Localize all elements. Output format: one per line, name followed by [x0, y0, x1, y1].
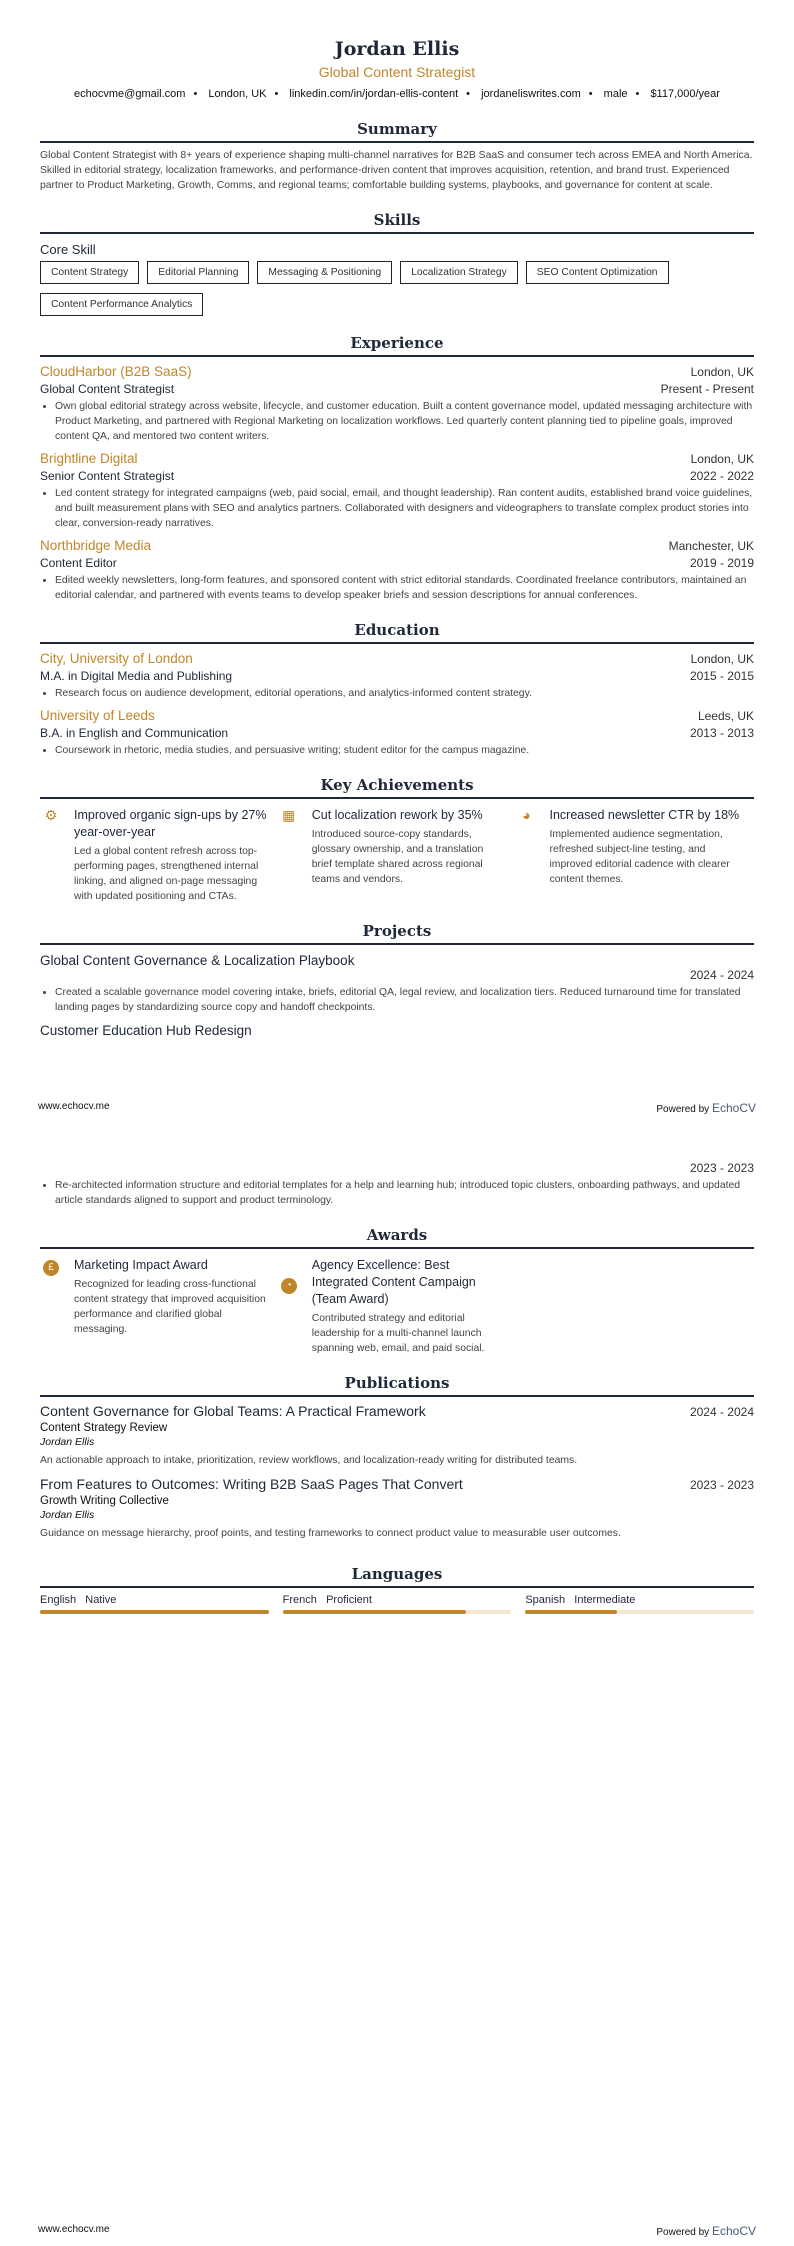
education-section	[40, 621, 754, 758]
bullet: • Coursework in rhetoric, media studies, and persuasive writing; student editor for the campus magazine.	[55, 743, 754, 758]
gear-icon: ⚙	[44, 807, 58, 823]
language-proficiency-fill	[525, 1610, 616, 1614]
language-name: French	[282, 1594, 317, 1606]
language-item	[40, 1594, 269, 1614]
publications-section	[40, 1374, 754, 1541]
publication-desc: Guidance on message hierarchy, proof points, and testing frameworks to connect product value to measurable user outcomes.	[40, 1528, 621, 1539]
language-level: Proficient	[326, 1594, 372, 1606]
publication-title: Content Governance for Global Teams: A Practical Framework	[40, 1403, 426, 1419]
achievement-desc: Introduced source-copy standards, glossary ownership, and a translation brief template shared across regional teams and vendors.	[311, 829, 484, 885]
projects-section	[40, 922, 754, 1038]
project-entry	[40, 953, 754, 1015]
award-item	[40, 1257, 278, 1356]
experience-entry	[40, 451, 754, 531]
language-item	[525, 1594, 754, 1614]
position: Content Editor	[40, 556, 117, 570]
bullet: • Led content strategy for integrated campaigns (web, paid social, email, and thought leadership). Ran content audits, established brand voice guidelines, and built measurement plans with SEO and analytics partners. Collaborated with designers and videographers to translate complex product stories into clear, conversion-ready narratives.	[55, 486, 754, 531]
footer-site-link[interactable]: www.echocv.me	[38, 2224, 110, 2235]
degree: B.A. in English and Communication	[40, 726, 229, 740]
contact-email[interactable]: echocvme@gmail.com	[74, 88, 186, 100]
skill-chip: Content Strategy	[40, 261, 139, 284]
publication-desc: An actionable approach to intake, prioritization, review workflows, and localization-ready writing for distributed teams.	[40, 1455, 578, 1466]
company: Northbridge Media	[40, 538, 152, 553]
language-item	[283, 1594, 512, 1614]
achievement-title: Cut localization rework by 35%	[311, 808, 483, 822]
location: London, UK	[690, 452, 754, 466]
publication-dates: 2024 - 2024	[689, 1405, 754, 1419]
skills-section	[40, 211, 754, 316]
echocv-brand[interactable]: EchoCV	[711, 2224, 756, 2238]
skill-chip: SEO Content Optimization	[526, 261, 669, 284]
project-dates: 2024 - 2024	[689, 968, 754, 982]
section-heading: Publications	[40, 1374, 754, 1397]
section-heading: Languages	[40, 1565, 754, 1588]
language-proficiency-bar	[40, 1610, 269, 1614]
echocv-brand[interactable]: EchoCV	[711, 1101, 756, 1115]
language-proficiency-fill	[283, 1610, 466, 1614]
bullet: • Re-architected information structure and editorial templates for a help and learning hub; introduced topic clusters, onboarding pathways, and updated article standards aligned to support and product terminology.	[55, 1178, 754, 1208]
company: CloudHarbor (B2B SaaS)	[40, 364, 192, 379]
dates: 2019 - 2019	[689, 556, 754, 570]
bullet: • Created a scalable governance model covering intake, briefs, editorial QA, legal review, and localization tiers. Reduced turnaround time for translated landing pages by standardizing source copy and handoff checkpoints.	[55, 985, 754, 1015]
skill-chip: Localization Strategy	[400, 261, 518, 284]
achievement-item	[516, 807, 754, 904]
project-title: Global Content Governance & Localization Playbook	[40, 953, 355, 968]
publisher: Content Strategy Review	[40, 1422, 168, 1434]
location: London, UK	[690, 365, 754, 379]
publication-dates: 2023 - 2023	[689, 1478, 754, 1492]
pound-icon: £	[43, 1260, 59, 1276]
dates: 2013 - 2013	[689, 726, 754, 740]
section-heading: Education	[40, 621, 754, 644]
candidate-name: Jordan Ellis	[334, 38, 460, 60]
pie-chart-icon: ◕	[522, 807, 531, 823]
achievement-title: Increased newsletter CTR by 18%	[549, 808, 740, 822]
dates: 2015 - 2015	[689, 669, 754, 683]
contact-line: echocvme@gmail.com • London, UK • linkedin.com/in/jordan-ellis-content • jordaneliswrites.com • male • $117,000/year	[74, 88, 720, 100]
contact-gender: male	[603, 88, 628, 100]
achievement-desc: Led a global content refresh across top-performing pages, strengthened internal linking, and aligned on-page messaging with updated positioning and CTAs.	[74, 846, 259, 902]
skill-group-title: Core Skill	[40, 242, 96, 257]
publisher: Growth Writing Collective	[40, 1495, 169, 1507]
language-proficiency-bar	[283, 1610, 512, 1614]
dates: 2022 - 2022	[689, 469, 754, 483]
language-name: English	[40, 1594, 77, 1606]
section-heading: Key Achievements	[40, 776, 754, 799]
award-item	[278, 1257, 516, 1356]
section-heading: Skills	[40, 211, 754, 234]
powered-by-label: Powered by	[656, 2227, 710, 2238]
company: Brightline Digital	[40, 451, 138, 466]
location: Manchester, UK	[668, 539, 754, 553]
achievements-section	[40, 776, 754, 904]
calendar-chart-icon: ▦	[282, 807, 296, 823]
page-footer	[38, 2224, 756, 2238]
achievement-item	[278, 807, 516, 904]
language-name: Spanish	[525, 1594, 566, 1606]
award-title: Marketing Impact Award	[74, 1258, 208, 1272]
publication-entry	[40, 1403, 754, 1468]
footer-site-link[interactable]: www.echocv.me	[38, 1101, 110, 1112]
languages-section	[40, 1565, 754, 1614]
section-heading: Experience	[40, 334, 754, 357]
page-2	[0, 1123, 794, 2246]
contact-website[interactable]: jordaneliswrites.com	[481, 88, 581, 100]
dates: Present - Present	[660, 382, 754, 396]
skill-chip: Messaging & Positioning	[257, 261, 392, 284]
project-dates: 2023 - 2023	[689, 1161, 754, 1175]
award-title: Agency Excellence: Best Integrated Content Campaign (Team Award)	[311, 1258, 476, 1306]
project-entry-continued	[40, 1161, 754, 1208]
bullet: • Research focus on audience development, editorial operations, and analytics-informed content strategy.	[55, 686, 754, 701]
location: Leeds, UK	[697, 709, 754, 723]
clock-icon: ◔	[281, 1278, 297, 1294]
contact-salary: $117,000/year	[650, 88, 720, 100]
education-entry	[40, 651, 754, 701]
summary-text: Global Content Strategist with 8+ years of experience shaping multi-channel narratives for B2B SaaS and consumer tech across EMEA and North America. Skilled in editorial strategy, localization frameworks, and performance-driven content that improves acquisition, retention, and brand trust. Experienced partner to Product Marketing, Growth, Comms, and regional teams; comfortable building systems, playbooks, and governance for content at scale.	[40, 150, 753, 191]
project-title: Customer Education Hub Redesign	[40, 1023, 252, 1038]
school: University of Leeds	[40, 708, 155, 723]
candidate-title: Global Content Strategist	[318, 64, 476, 80]
contact-location: London, UK	[208, 88, 267, 100]
position: Global Content Strategist	[40, 382, 175, 396]
language-proficiency-fill	[40, 1610, 269, 1614]
award-desc: Contributed strategy and editorial leadership for a multi-channel launch spanning web, email, and paid social.	[311, 1313, 485, 1354]
degree: M.A. in Digital Media and Publishing	[40, 669, 233, 683]
award-desc: Recognized for leading cross-functional content strategy that improved acquisition performance and clarified global messaging.	[74, 1279, 266, 1335]
awards-section	[40, 1226, 754, 1356]
experience-entry	[40, 538, 754, 603]
summary-section	[40, 120, 754, 193]
publication-author: Jordan Ellis	[40, 1509, 95, 1521]
powered-by-label: Powered by	[656, 1104, 710, 1115]
publication-author: Jordan Ellis	[40, 1436, 95, 1448]
skill-chip: Editorial Planning	[147, 261, 249, 284]
achievement-item	[40, 807, 278, 904]
publication-title: From Features to Outcomes: Writing B2B SaaS Pages That Convert	[40, 1476, 463, 1492]
section-heading: Projects	[40, 922, 754, 945]
bullet: • Own global editorial strategy across website, lifecycle, and customer education. Built a content governance model, updated messaging architecture with Product Marketing, and partnered with Regional Marketing on localization workflows. Led quarterly content planning tied to pipeline goals, improved content QA, and mentored two content writers.	[55, 399, 754, 444]
location: London, UK	[690, 652, 754, 666]
contact-linkedin[interactable]: linkedin.com/in/jordan-ellis-content	[289, 88, 459, 100]
section-heading: Awards	[40, 1226, 754, 1249]
experience-section	[40, 334, 754, 603]
section-heading: Summary	[40, 120, 754, 143]
achievement-desc: Implemented audience segmentation, refreshed subject-line testing, and improved editorial cadence with clearer content themes.	[549, 829, 730, 885]
achievement-title: Improved organic sign-ups by 27% year-over-year	[74, 808, 267, 839]
skill-chip: Content Performance Analytics	[40, 293, 203, 316]
publication-entry	[40, 1476, 754, 1541]
language-level: Intermediate	[574, 1594, 636, 1606]
bullet: • Edited weekly newsletters, long-form features, and sponsored content with strict editorial standards. Coordinated freelance contributors, maintained an editorial calendar, and partnered with events teams to develop speaker briefs and session descriptions for annual conferences.	[55, 573, 754, 603]
school: City, University of London	[40, 651, 193, 666]
education-entry	[40, 708, 754, 758]
experience-entry	[40, 364, 754, 444]
language-level: Native	[85, 1594, 117, 1606]
language-proficiency-bar	[525, 1610, 754, 1614]
page-footer	[38, 1101, 756, 1115]
position: Senior Content Strategist	[40, 469, 175, 483]
